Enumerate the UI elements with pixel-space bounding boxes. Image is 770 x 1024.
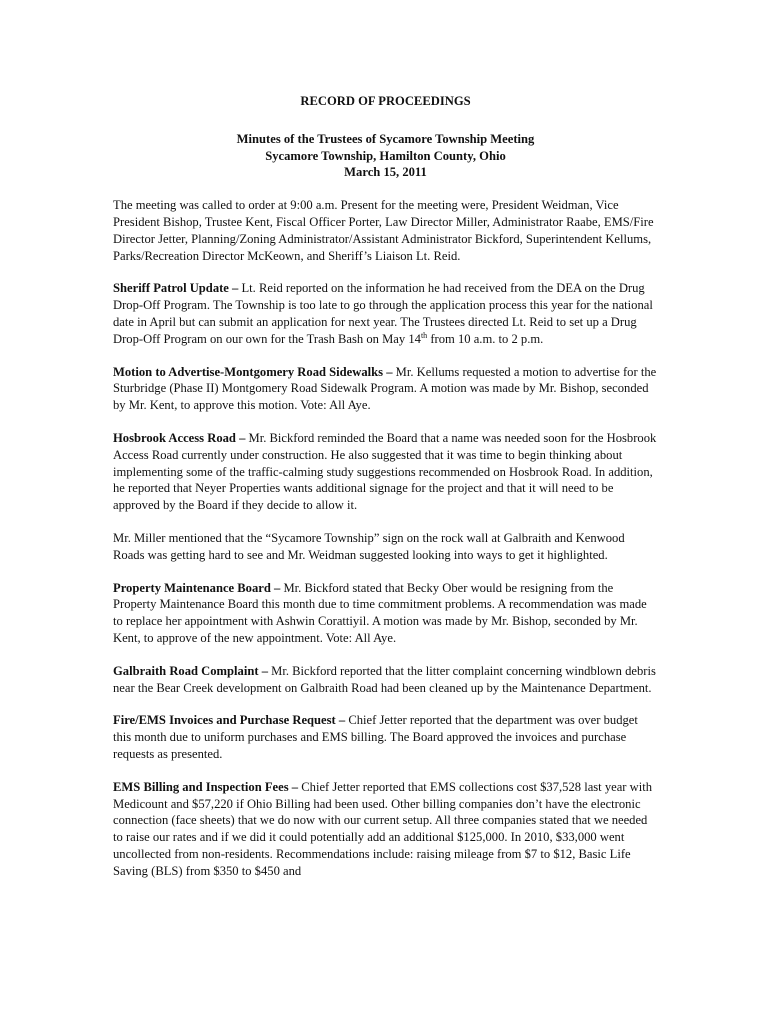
meeting-name: Minutes of the Trustees of Sycamore Township Meeting <box>236 131 535 146</box>
hosbrook-paragraph <box>113 430 658 514</box>
meeting-location: Sycamore Township, Hamilton County, Ohio <box>265 148 506 163</box>
meeting-header <box>113 131 658 181</box>
section-body: Mr. Bickford reported that the litter complaint concerning windblown debris near the Bear Creek development on Galbraith Road had been cleaned up by the Maintenance Department. <box>113 663 656 695</box>
document-page <box>113 93 658 895</box>
section-body: Lt. Reid reported on the information he had received from the DEA on the Drug Drop-Off Program. The Township is too late to go through the application process this year for the national date in April but can submit an application for next year. The Trustees directed Lt. Reid to set up a Drug Drop-Off Program on our own for the Trash Bash on May 14 <box>113 281 653 346</box>
ems-billing-paragraph <box>113 779 658 880</box>
intro-paragraph: The meeting was called to order at 9:00 a.m. Present for the meeting were, President Weidman, Vice President Bishop, Trustee Kent, Fiscal Officer Porter, Law Director Miller, Administrator Raabe, EMS/Fire Director Jetter, Planning/Zoning Administrator/Assistant Administrator Bickford, Superintendent Kellums, Parks/Recreation Director McKeown, and Sheriff’s Liaison Lt. Reid. <box>113 198 654 263</box>
fire-ems-paragraph <box>113 712 658 762</box>
ordinal-suffix: th <box>420 330 428 340</box>
document-title: RECORD OF PROCEEDINGS <box>300 94 471 108</box>
section-heading: Galbraith Road Complaint – <box>113 663 268 678</box>
sheriff-patrol-paragraph <box>113 280 658 347</box>
section-heading: EMS Billing and Inspection Fees – <box>113 779 299 794</box>
sign-paragraph: Mr. Miller mentioned that the “Sycamore Township” sign on the rock wall at Galbraith and Kenwood Roads was getting hard to see and Mr. Weidman suggested looking into ways to get it highlighted. <box>113 530 625 562</box>
meeting-date: March 15, 2011 <box>344 165 427 180</box>
section-body-tail: from 10 a.m. to 2 p.m. <box>427 331 544 346</box>
section-body: Mr. Bickford stated that Becky Ober would be resigning from the Property Maintenance Board this month due to time commitment problems. A recommendation was made to replace her appointment with Ashwin Corattiyil. A motion was made by Mr. Bishop, seconded by Mr. Kent, to approve of the new appointment. Vote: All Aye. <box>113 580 647 645</box>
section-heading: Fire/EMS Invoices and Purchase Request – <box>113 713 346 728</box>
section-body: Chief Jetter reported that the department was over budget this month due to uniform purchases and EMS billing. The Board approved the invoices and purchase requests as presented. <box>113 713 638 761</box>
property-maintenance-paragraph <box>113 580 658 647</box>
section-heading: Hosbrook Access Road – <box>113 430 246 445</box>
section-body: Mr. Bickford reminded the Board that a name was needed soon for the Hosbrook Access Road currently under construction. He also suggested that it was time to begin thinking about implementing some of the traffic-calming study suggestions recommended on Hosbrook Road. In addition, he reported that Neyer Properties wants additional signage for the project and that it will need to be approved by the Board if they decide to allow it. <box>113 430 657 513</box>
section-heading: Property Maintenance Board – <box>113 580 281 595</box>
section-heading: Sheriff Patrol Update – <box>113 281 239 296</box>
section-body: Mr. Kellums requested a motion to advertise for the Sturbridge (Phase II) Montgomery Road Sidewalk Program. A motion was made by Mr. Bishop, seconded by Mr. Kent, to approve this motion. Vote: All Aye. <box>113 364 657 413</box>
sidewalks-paragraph <box>113 364 658 414</box>
section-body: Chief Jetter reported that EMS collections cost $37,528 last year with Medicount and $57,220 if Ohio Billing had been used. Other billing companies don’t have the electronic connection (face sheets) that we do now with our current setup. All three companies stated that we needed to raise our rates and if we did it could potentially add an additional $125,000. In 2010, $33,000 went uncollected from non-residents. Recommendations include: raising mileage from $7 to $12, Basic Life Saving (BLS) from $350 to $450 and <box>113 779 653 878</box>
galbraith-complaint-paragraph <box>113 663 658 697</box>
section-heading: Motion to Advertise-Montgomery Road Sidewalks – <box>113 364 393 379</box>
